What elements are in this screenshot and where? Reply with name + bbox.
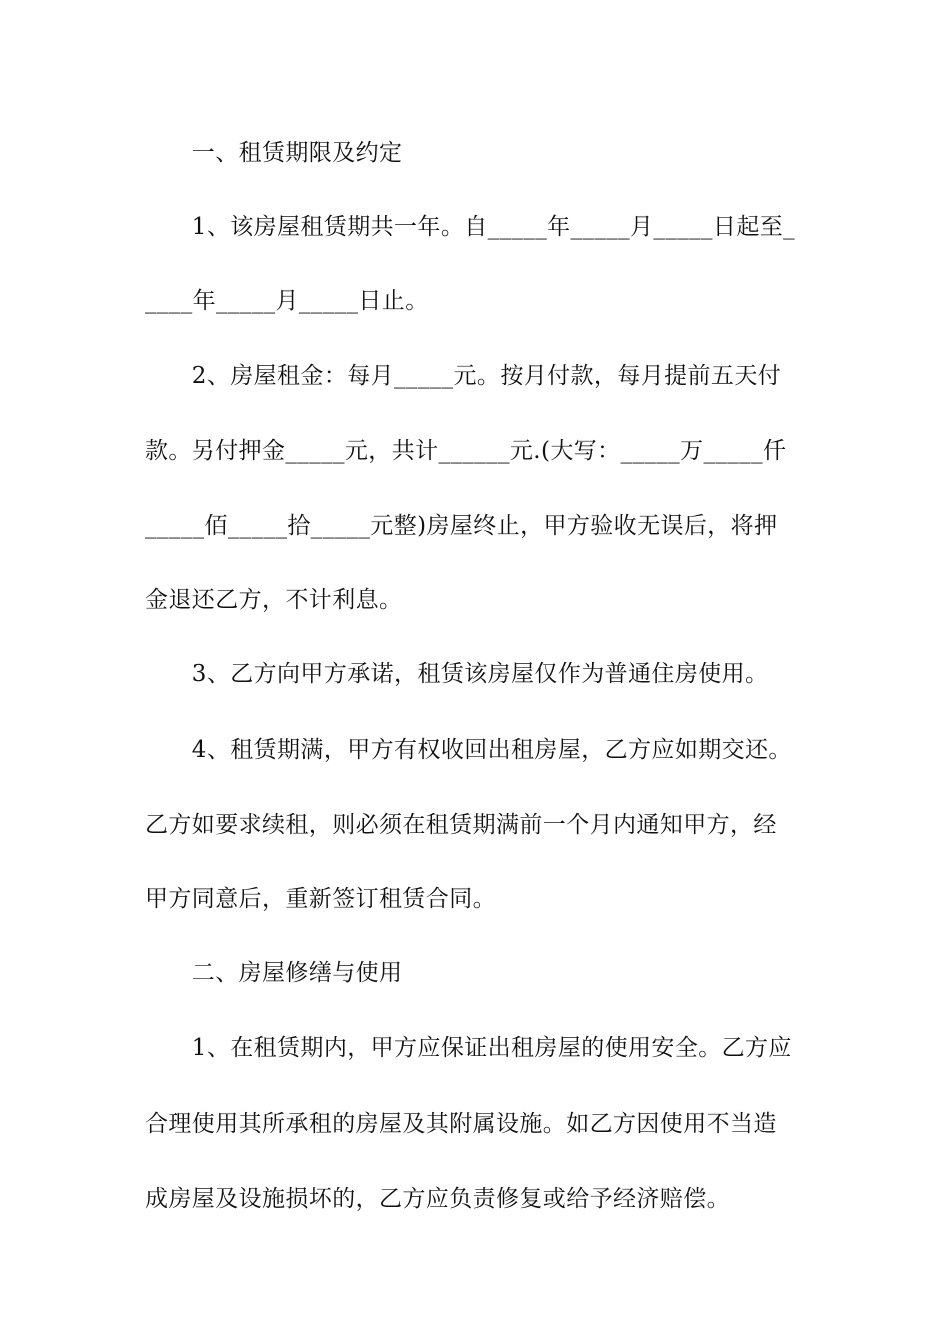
section-heading-repair-use: 二、房屋修缮与使用 — [145, 960, 403, 986]
clause-4-line-2: 乙方如要求续租，则必须在租赁期满前一个月内通知甲方，经 — [145, 812, 777, 838]
repair-clause-1-line-1: 1、在租赁期内，甲方应保证出租房屋的使用安全。乙方应 — [145, 1035, 792, 1061]
clause-2-line-4: 金退还乙方，不计利息。 — [145, 587, 403, 613]
repair-clause-1-line-2: 合理使用其所承租的房屋及其附属设施。如乙方因使用不当造 — [145, 1111, 777, 1137]
repair-clause-1-line-3: 成房屋及设施损坏的，乙方应负责修复或给予经济赔偿。 — [145, 1186, 730, 1212]
clause-2-line-2: 款。另付押金_____元，共计______元.(大写：_____万_____仟 — [145, 438, 787, 464]
clause-1-line-2: ____年_____月_____日止。 — [145, 288, 429, 314]
clause-1-line-1: 1、该房屋租赁期共一年。自_____年_____月_____日起至_ — [145, 214, 796, 240]
section-heading-lease-term: 一、租赁期限及约定 — [145, 140, 403, 166]
clause-2-line-1: 2、房屋租金：每月_____元。按月付款，每月提前五天付 — [145, 363, 782, 389]
clause-3-line-1: 3、乙方向甲方承诺，租赁该房屋仅作为普通住房使用。 — [145, 661, 769, 687]
clause-2-line-3: _____佰_____拾_____元整)房屋终止，甲方验收无误后，将押 — [145, 513, 778, 539]
clause-4-line-3: 甲方同意后，重新签订租赁合同。 — [145, 886, 496, 912]
clause-4-line-1: 4、租赁期满，甲方有权收回出租房屋，乙方应如期交还。 — [145, 737, 792, 763]
